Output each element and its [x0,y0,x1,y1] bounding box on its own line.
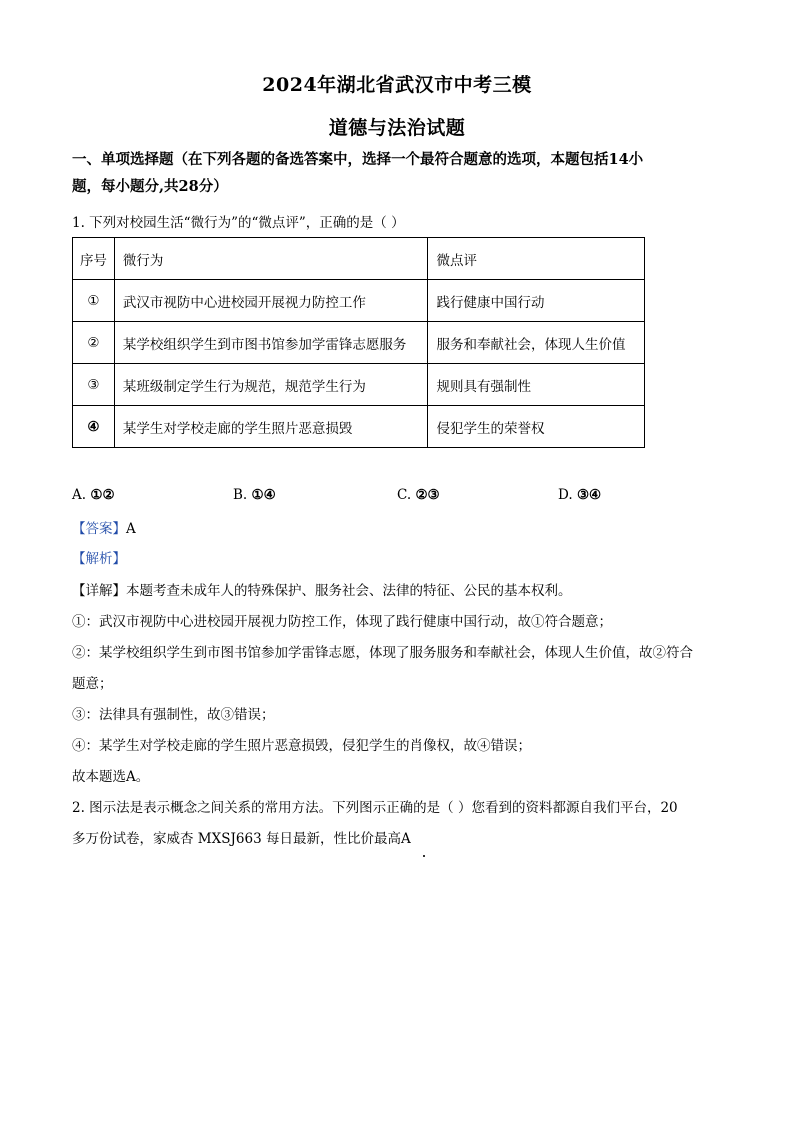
table-cell: ④ [73,406,115,448]
option-letter: B. [233,487,252,503]
table-cell: 某学生对学校走廊的学生照片恶意损毁 [114,406,428,448]
option-a [72,487,115,503]
option-value: ②③ [415,487,440,503]
table-cell: 侵犯学生的荣誉权 [428,406,645,448]
option-value: ①④ [251,487,276,503]
detail-tag: 【详解】 [72,583,126,599]
analysis-line [72,549,732,569]
question-2-stem-continued: 多万份试卷，家威杏 MXSJ663 每日最新，性比价最高A [72,831,411,847]
explanation-line: ④：某学生对学校走廊的学生照片恶意损毁，侵犯学生的肖像权，故④错误； [72,738,531,754]
table-row [73,280,645,322]
table-header-cell: 微行为 [114,238,428,280]
question-1-stem: 1. 下列对校园生活“微行为”的“微点评”，正确的是（ ） [72,215,405,231]
analysis-tag: 【解析】 [72,551,126,567]
detail-line [72,581,732,601]
explanation-line: ③：法律具有强制性，故③错误； [72,707,275,723]
section-heading-line-1: 一、单项选择题（在下列各题的备选答案中，选择一个最符合题意的选项，本题包括14小 [72,151,644,168]
option-value: ①② [90,487,115,503]
table-header-cell: 序号 [73,238,115,280]
option-letter: D. [558,487,577,503]
question-2-stem: 2. 图示法是表示概念之间关系的常用方法。下列图示正确的是（ ）您看到的资料都源自我们平台，20 [72,800,678,816]
stray-dot [423,855,425,857]
table-header-cell: 微点评 [428,238,645,280]
table-row [73,406,645,448]
option-b [233,487,276,503]
table-row [73,322,645,364]
option-c [397,487,440,503]
table-cell: 武汉市视防中心进校园开展视力防控工作 [114,280,428,322]
section-heading-line-2: 题，每小题分,共28分） [72,178,228,195]
answer-value: A [126,521,136,537]
answer-tag: 【答案】 [72,521,126,537]
option-value: ③④ [576,487,602,503]
question-1-table [72,237,645,448]
conclusion-line: 故本题选A。 [72,769,150,785]
explanation-line: 题意； [72,676,113,692]
section-heading [72,146,722,200]
option-letter: A. [72,487,91,503]
table-header-row [73,238,645,280]
exam-title: 2024年湖北省武汉市中考三模 [262,74,532,96]
option-d [558,487,601,503]
table-cell: 践行健康中国行动 [428,280,645,322]
table-cell: ③ [73,364,115,406]
table-cell: 规则具有强制性 [428,364,645,406]
table-cell: ① [73,280,115,322]
detail-text: 本题考查未成年人的特殊保护、服务社会、法律的特征、公民的基本权利。 [126,583,572,599]
explanation-line: ②：某学校组织学生到市图书馆参加学雷锋志愿，体现了服务服务和奉献社会，体现人生价值，故②符合 [72,645,693,661]
answer-line [72,519,732,539]
table-cell: 某班级制定学生行为规范，规范学生行为 [114,364,428,406]
explanation-line: ①：武汉市视防中心进校园开展视力防控工作，体现了践行健康中国行动，故①符合题意； [72,614,612,630]
exam-subtitle: 道德与法治试题 [328,117,466,139]
table-cell: 某学校组织学生到市图书馆参加学雷锋志愿服务 [114,322,428,364]
table-cell: ② [73,322,115,364]
table-cell: 服务和奉献社会，体现人生价值 [428,322,645,364]
table-row [73,364,645,406]
option-letter: C. [397,487,416,503]
